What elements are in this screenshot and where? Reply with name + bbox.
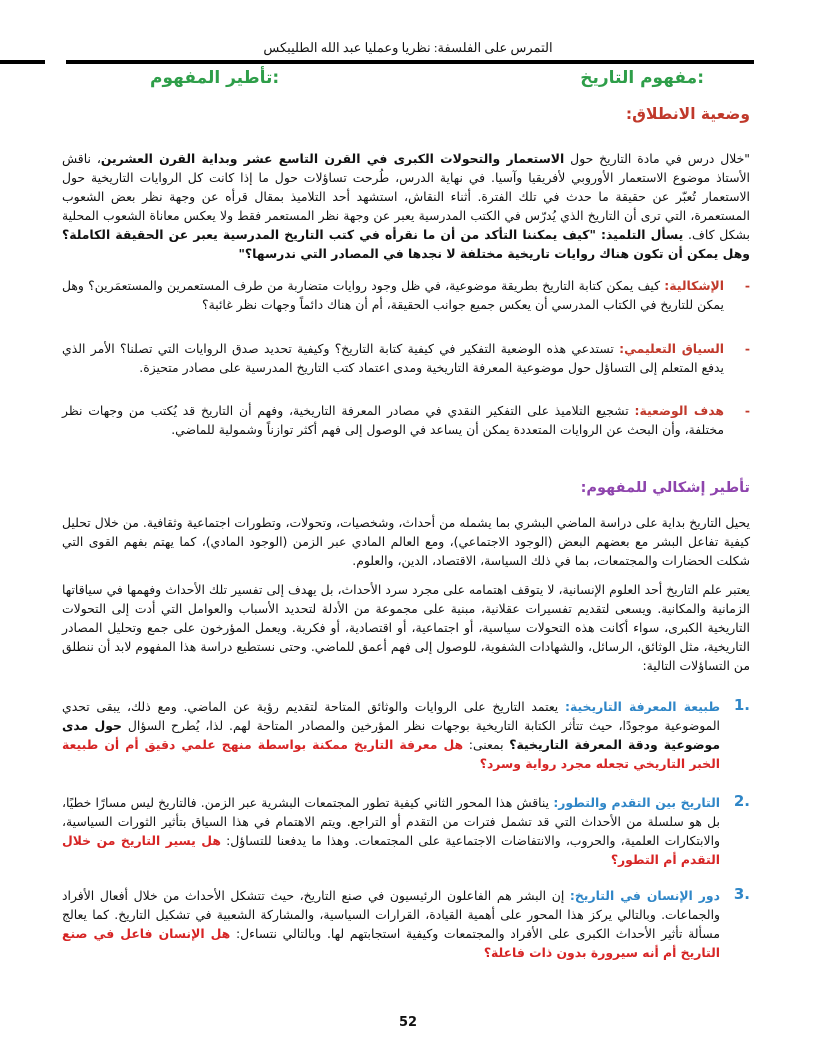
item-number: 1. bbox=[733, 696, 750, 714]
item-bold: حول مدى موضوعية ودقة المعرفة التاريخية؟ bbox=[62, 718, 720, 752]
numbered-item-2 bbox=[62, 793, 750, 869]
bullet-problematic bbox=[62, 276, 750, 314]
item-mid: بمعنى: bbox=[463, 737, 510, 752]
item-number: 2. bbox=[733, 792, 750, 810]
title-row bbox=[150, 68, 704, 96]
para-end: : "كيف يمكننا التأكد من أن ما نقرأه في كتب التاريخ المدرسية يعبر عن الحقيقة الكاملة؟ وهل يمكن أن تكون هناك روايات تاريخية مختلفة لا نجدها في المصادر التي ندرسها؟" bbox=[62, 227, 750, 261]
bullet-label: هدف الوضعية: bbox=[634, 403, 724, 418]
item-question: هل الإنسان فاعل في صنع التاريخ أم أنه سيرورة بدون ذات فاعلة؟ bbox=[62, 926, 720, 960]
bullet-educational-context bbox=[62, 339, 750, 377]
numbered-item-3 bbox=[62, 886, 750, 962]
item-number: 3. bbox=[733, 885, 750, 903]
history-science-paragraph: يعتبر علم التاريخ أحد العلوم الإنسانية، لا يتوقف اهتمامه على مجرد سرد الأحداث، بل يهدف إلى تفسير تلك الأحداث وفهمها في سياقاتها الزمانية والمكانية. ويسعى لتقديم تفسيرات عقلانية، مبنية على مجموعة من الأدلة لتحديد الأسباب والعوامل التي أدت إلى التحولات التاريخية الكبرى، سواء أكانت هذه التحولات سياسية، أو اجتماعية، أو اقتصادية، أو فكرية. ويعمل المؤرخون على جمع وتحليل المصادر التاريخية، مثل الوثائق، الرسائل، والشهادات الشفوية، للوصول إلى فهم أعمق للماضي. وحتى نستطيع دراسة هذا المفهوم لابد أن ننطلق من التساؤلات التالية: bbox=[62, 582, 750, 673]
item-question: هل معرفة التاريخ ممكنة بواسطة منهج علمي دقيق أم أن طبيعة الخبر التاريخي تجعله مجرد رواية وسرد؟ bbox=[62, 737, 720, 771]
para-bold-topic: الاستعمار والتحولات الكبرى في القرن التاسع عشر وبداية القرن العشرين bbox=[100, 151, 565, 166]
header-rule-short bbox=[0, 60, 45, 64]
history-definition-paragraph: يحيل التاريخ بداية على دراسة الماضي البشري بما يشمله من أحداث، وشخصيات، وتحولات، وتطورات اجتماعية وثقافية. من خلال تحليل كيفية تفاعل البشر مع بعضهم البعض (الوجود الاجتماعي)، ومع العالم المادي عبر الزمن (الوجود المادي)، كما يهتم بفهم القوى التي شكلت الحضارات والمجتمعات، بما في ذلك السياسة، الاقتصاد، الدين، والعلوم. bbox=[62, 515, 750, 568]
bullet-label: السياق التعليمي: bbox=[619, 341, 724, 356]
bullet-text: تشجيع التلاميذ على التفكير النقدي في مصادر المعرفة التاريخية، وفهم أن التاريخ قد يُكتب من وجهات نظر مختلفة، وأن البحث عن الروايات المتعددة يمكن أن يساعد في الوصول إلى فهم أكثر توازناً وشمولية للماضي. bbox=[62, 403, 724, 437]
bullet-situation-goal bbox=[62, 401, 750, 439]
bullet-label: الإشكالية: bbox=[664, 278, 724, 293]
framing-title: تأطير المفهوم: bbox=[150, 68, 280, 88]
bullet-dash: - bbox=[744, 278, 750, 293]
header-rule-long bbox=[66, 60, 754, 64]
running-header: التمرس على الفلسفة: نظريا وعمليا عبد الله الطليبكس bbox=[263, 40, 553, 55]
para-bold-student: يسأل التلميذ bbox=[605, 227, 684, 242]
bullet-dash: - bbox=[744, 403, 750, 418]
item-label: طبيعة المعرفة التاريخية: bbox=[565, 699, 720, 714]
item-question: هل يسير التاريخ من خلال التقدم أم التطور؟ bbox=[62, 833, 720, 867]
bullet-dash: - bbox=[744, 341, 750, 356]
para-start: "خلال درس في مادة التاريخ حول bbox=[564, 151, 750, 166]
para-middle: ، ناقش الأستاذ موضوع الاستعمار الأوروبي لأفريقيا وآسيا. في نهاية الدرس، طُرحت تساؤلات حول ما إذا كانت كل الروايات التاريخية حول الاستعمار تُعبّر عن حقيقة ما حدث في تلك الفترة. أثناء النقاش، استشهد أحد التلاميذ بمقال قرأه عن وجهة نظر بعض الشعوب المستعمرة، التي ترى أن التاريخ الذي يُدرّس في الكتب المدرسية يعبر عن وجهة نظر المستعمر فقط ولا يعكس معاناة الشعوب المحلية بشكل كاف. bbox=[62, 151, 750, 242]
bullet-text: تستدعي هذه الوضعية التفكير في كيفية كتابة التاريخ؟ وكيفية تحديد صدق الروايات التي تصلنا؟ الأمر الذي يدفع المتعلم إلى التساؤل حول موضوعية المعرفة التاريخية ومدى اعتماد كتب التاريخ المدرسية على مصادر متحيزة. bbox=[62, 341, 724, 375]
starting-situation-heading: وضعية الانطلاق: bbox=[625, 105, 750, 123]
item-label: دور الإنسان في التاريخ: bbox=[569, 888, 720, 903]
starting-situation-paragraph bbox=[62, 149, 750, 263]
page-number: 52 bbox=[398, 1015, 418, 1030]
problematic-framing-heading: تأطير إشكالي للمفهوم: bbox=[580, 480, 750, 496]
item-label: التاريخ بين التقدم والتطور: bbox=[553, 795, 720, 810]
item-text: يعتمد التاريخ على الروايات والوثائق المتاحة لتقديم رؤية عن الماضي. ومع ذلك، يبقى تحدي الموضوعية موجودًا، حيث تتأثر الكتابة التاريخية بوجهات نظر المؤرخين والمصادر المتاحة لهم. لذا، يُطرح السؤال bbox=[62, 699, 721, 733]
bullet-text: كيف يمكن كتابة التاريخ بطريقة موضوعية، في ظل وجود روايات متضاربة من طرف المستعمرين والمستعمَرين؟ وهل يمكن للتاريخ في الكتاب المدرسي أن يعكس جميع جوانب الحقيقة، أم أن هناك دائماً وجهات نظر غائبة؟ bbox=[62, 278, 724, 312]
item-text: إن البشر هم الفاعلون الرئيسيون في صنع التاريخ، حيث تتشكل الأحداث من خلال أفعال الأفراد والجماعات. وبالتالي يركز هذا المحور على أهمية القيادة، القرارات السياسية، والمشاركة الشعبية في تشكيل التاريخ. كما يعالج مسألة تأثير الأحداث الكبرى على الأفراد والمجتمعات وكيفية استجابتهم لها. وبالتالي نتساءل: bbox=[62, 888, 720, 941]
concept-title: مفهوم التاريخ: bbox=[580, 68, 704, 88]
numbered-item-1 bbox=[62, 697, 750, 773]
item-text: يناقش هذا المحور الثاني كيفية تطور المجتمعات البشرية عبر الزمن. فالتاريخ ليس مسارًا خطيًا، بل هو سلسلة من الأحداث التي قد تشمل فترات من التقدم أو التراجع. ويتم الاهتمام في هذا السياق بتأثير الثورات السياسية، والابتكارات العلمية، والحروب، والانتفاضات الاجتماعية على المجتمعات. وهذا ما يدفعنا للتساؤل: bbox=[62, 795, 721, 848]
